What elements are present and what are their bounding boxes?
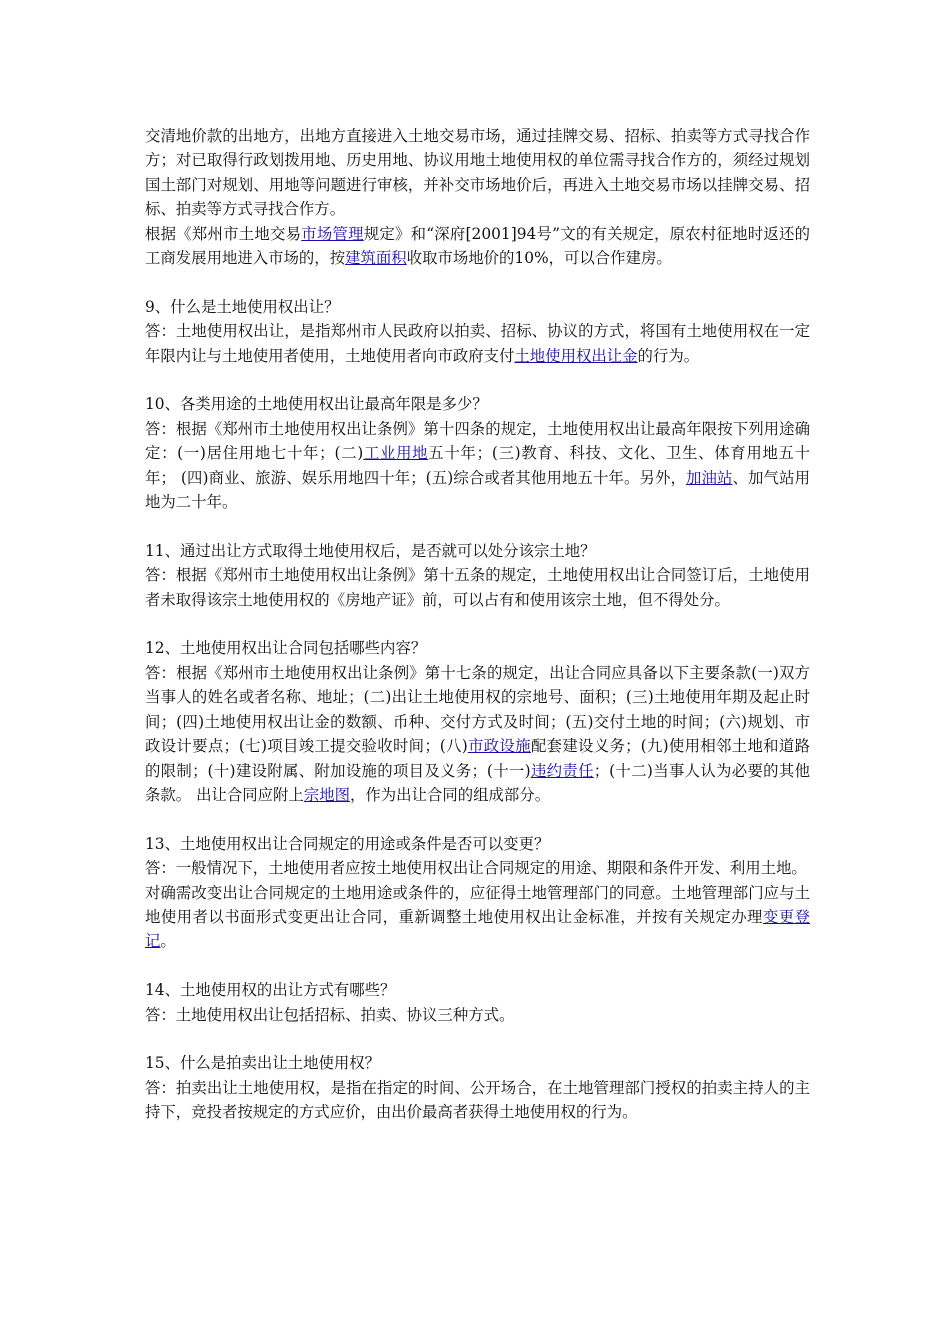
answer-12: 答：根据《郑州市土地使用权出让条例》第十七条的规定，出让合同应具备以下主要条款(一)双方当事人的姓名或者名称、地址；(二)出让土地使用权的宗地号、面积；(三)土地使用年期及起止时间；(四)土地使用权出让金的数额、币种、交付方式及时间；(五)交付土地的时间；(六)规划、市政设计要点；(七)项目竣工提交验收时间；(八)市政设施配套建设义务；(九)使用相邻土地和道路的限制；(十)建设附属、附加设施的项目及义务；(十一)违约责任；(十二)当事人认为必要的其他条款。 出让合同应附上宗地图，作为出让合同的组成部分。 [145, 663, 810, 804]
link-municipal-facilities[interactable]: 市政设施 [467, 737, 531, 756]
link-change-registration[interactable]: 变更登记 [145, 907, 810, 951]
link-gas-station[interactable]: 加油站 [686, 468, 733, 487]
question-15: 15、什么是拍卖出让土地使用权？ [145, 1054, 381, 1073]
question-14: 14、土地使用权的出让方式有哪些？ [145, 981, 396, 1000]
spacer [145, 612, 810, 636]
spacer [145, 1027, 810, 1051]
answer-11: 答：根据《郑州市土地使用权出让条例》第十五条的规定，土地使用权出让合同签订后，土地使用者未取得该宗土地使用权的《房地产证》前，可以占有和使用该宗土地，但不得处分。 [145, 566, 810, 609]
paragraph-intro: 交清地价款的出地方，出地方直接进入土地交易市场，通过挂牌交易、招标、拍卖等方式寻找合作方；对已取得行政划拨用地、历史用地、协议用地土地使用权的单位需寻找合作方的，须经过规划国土部门对规划、用地等问题进行审核，并补交市场地价后，再进入土地交易市场以挂牌交易、招标、拍卖等方式寻找合作方。 [145, 127, 810, 219]
spacer [145, 514, 810, 538]
answer-9: 答：土地使用权出让，是指郑州市人民政府以拍卖、招标、协议的方式，将国有土地使用权在一定年限内让与土地使用者使用，土地使用者向市政府支付土地使用权出让金的行为。 [145, 322, 810, 365]
link-breach-liability[interactable]: 违约责任 [530, 761, 594, 780]
answer-10: 答：根据《郑州市土地使用权出让条例》第十四条的规定，土地使用权出让最高年限按下列用途确定：(一)居住用地七十年；(二)工业用地五十年；(三)教育、科技、文化、卫生、体育用地五十年； (四)商业、旅游、娱乐用地四十年；(五)综合或者其他用地五十年。另外，加油站、加气站用地为二十年。 [145, 419, 810, 512]
question-11: 11、通过出让方式取得土地使用权后，是否就可以处分该宗土地？ [145, 541, 596, 560]
answer-15: 答：拍卖出让土地使用权，是指在指定的时间、公开场合，在土地管理部门授权的拍卖主持人的主持下，竞投者按规定的方式应价，由出价最高者获得土地使用权的行为。 [145, 1078, 810, 1122]
spacer [145, 954, 810, 978]
question-13: 13、土地使用权出让合同规定的用途或条件是否可以变更？ [145, 834, 550, 853]
question-10: 10、各类用途的土地使用权出让最高年限是多少？ [145, 395, 488, 414]
paragraph-market-rule: 根据《郑州市土地交易市场管理规定》和“深府[2001]94号”文的有关规定，原农村征地时返还的工商发展用地进入市场的，按建筑面积收取市场地价的10%，可以合作建房。 [145, 224, 810, 268]
spacer [145, 270, 810, 294]
spacer [145, 807, 810, 831]
link-industrial-land[interactable]: 工业用地 [363, 444, 429, 463]
answer-14: 答：土地使用权出让包括招标、拍卖、协议三种方式。 [145, 1005, 515, 1024]
spacer [145, 368, 810, 392]
link-land-transfer-fee[interactable]: 土地使用权出让金 [514, 346, 638, 365]
question-12: 12、土地使用权出让合同包括哪些内容？ [145, 639, 427, 658]
answer-13: 答：一般情况下，土地使用者应按土地使用权出让合同规定的用途、期限和条件开发、利用土地。 [145, 859, 807, 878]
document-body [145, 124, 810, 1125]
link-building-area[interactable]: 建筑面积 [345, 249, 407, 268]
link-parcel-map[interactable]: 宗地图 [303, 785, 350, 804]
answer-13-continued: 对确需改变出让合同规定的土地用途或条件的，应征得土地管理部门的同意。土地管理部门应与土地使用者以书面形式变更出让合同，重新调整土地使用权出让金标准，并按有关规定办理变更登记。 [145, 883, 810, 951]
question-9: 9、什么是土地使用权出让？ [145, 297, 340, 316]
link-market-management[interactable]: 市场管理 [301, 224, 364, 243]
